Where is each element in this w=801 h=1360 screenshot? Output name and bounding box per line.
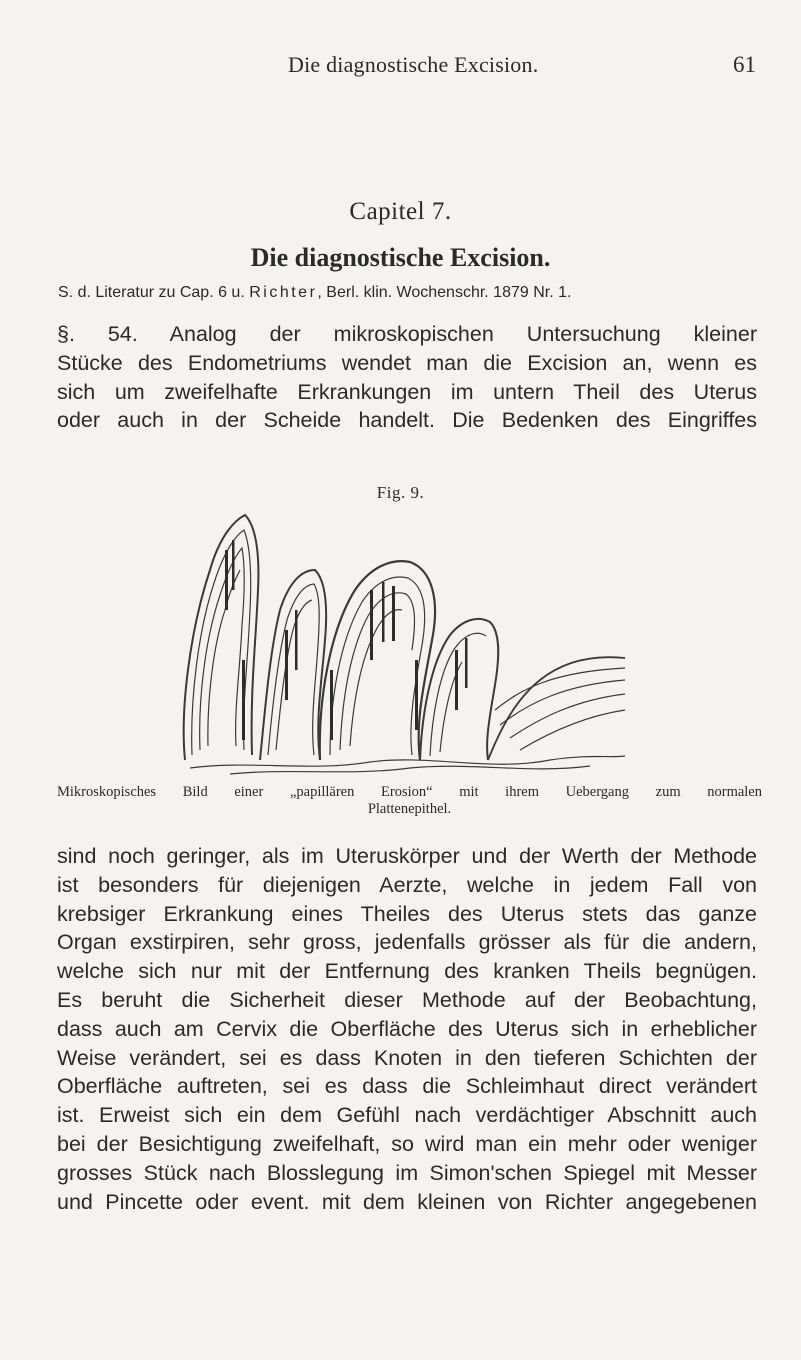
literature-reference [58, 284, 758, 302]
microscopy-figure [170, 510, 630, 776]
text-line: Stücke des Endometriums wendet man die Excision an, wenn es [57, 350, 757, 375]
text-line: grosses Stück nach Blosslegung im Simon'schen Spiegel mit Messer [57, 1160, 757, 1185]
text-line: dass auch am Cervix die Oberfläche des Uterus sich in erheblicher [57, 1016, 757, 1041]
reference-suffix: , Berl. klin. Wochenschr. 1879 Nr. 1. [317, 284, 572, 301]
reference-author: Richter [249, 284, 318, 301]
reference-prefix: S. d. Literatur zu Cap. 6 u. [58, 284, 250, 301]
running-head [0, 52, 801, 82]
paragraph-2 [57, 842, 757, 1216]
text-line: sich um zweifelhafte Erkrankungen im untern Theil des Uterus [57, 379, 757, 404]
papillary-erosion-illustration [170, 510, 630, 776]
text-line: ist besonders für diejenigen Aerzte, welche in jedem Fall von [57, 872, 757, 897]
text-line: krebsiger Erkrankung eines Theiles des Uterus stets das ganze [57, 901, 757, 926]
section-heading: Die diagnostische Excision. [250, 243, 551, 272]
figure-label: Fig. 9. [376, 483, 425, 502]
text-line: sind noch geringer, als im Uteruskörper und der Werth der Methode [57, 844, 757, 868]
running-title: Die diagnostische Excision. [288, 52, 539, 77]
text-line: oder auch in der Scheide handelt. Die Bedenken des Eingriffes [57, 408, 757, 433]
caption-line: Plattenepithel. [367, 801, 452, 817]
text-line: bei der Besichtigung zweifelhaft, so wird man ein mehr oder weniger [57, 1131, 757, 1156]
text-line: ist. Erweist sich ein dem Gefühl nach verdächtiger Abschnitt auch [57, 1103, 757, 1128]
text-line: §. 54. Analog der mikroskopischen Untersuchung kleiner [57, 322, 757, 346]
text-line: welche sich nur mit der Entfernung des kranken Theils begnügen. [57, 959, 757, 984]
text-line: Es beruht die Sicherheit dieser Methode auf der Beobachtung, [57, 987, 757, 1012]
caption-line: Mikroskopisches Bild einer „papillären Erosion“ mit ihrem Uebergang zum normalen [57, 784, 762, 800]
page-number: 61 [733, 52, 756, 77]
figure-caption [57, 784, 762, 818]
text-line: Weise verändert, sei es dass Knoten in den tieferen Schichten der [57, 1045, 757, 1070]
paragraph-1 [57, 320, 757, 435]
text-line: und Pincette oder event. mit dem kleinen von Richter angegebenen [57, 1189, 757, 1214]
text-line: Organ exstirpiren, sehr gross, jedenfalls grösser als für die andern, [57, 930, 757, 955]
chapter-title: Capitel 7. [349, 198, 452, 225]
text-line: Oberfläche auftreten, sei es dass die Schleimhaut direct verändert [57, 1074, 757, 1099]
